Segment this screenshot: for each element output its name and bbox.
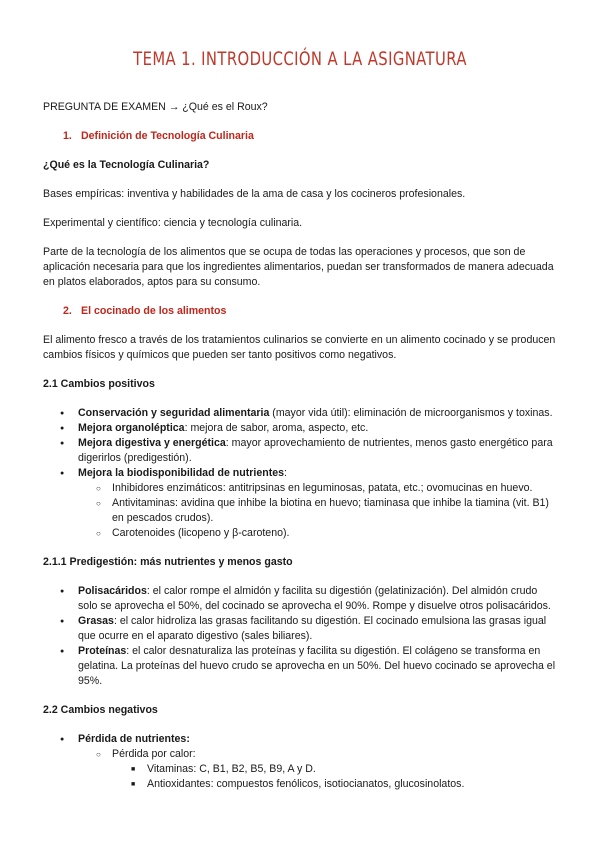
list-item: ■ Vitaminas: C, B1, B2, B5, B9, A y D. xyxy=(112,762,558,777)
list-item: ■ Antioxidantes: compuestos fenólicos, isotiocianatos, glucosinolatos. xyxy=(112,777,558,792)
list-item: ● Mejora digestiva y energética: mayor aprovechamiento de nutrientes, menos gasto energético para digerirlos (predigestión). xyxy=(43,436,558,466)
list-biodisponibilidad xyxy=(78,481,558,541)
page-title: TEMA 1. INTRODUCCIÓN A LA ASIGNATURA xyxy=(133,48,467,70)
list-item: ○ Antivitaminas: avidina que inhibe la biotina en huevo; tiaminasa que inhibe la tiamina (vit. B1) en pescados crudos). xyxy=(78,496,558,526)
exam-question: PREGUNTA DE EXAMEN → ¿Qué es el Roux? xyxy=(43,101,268,113)
subheading-2-2: 2.2 Cambios negativos xyxy=(43,704,158,716)
list-item: ● Polisacáridos: el calor rompe el almidón y facilita su digestión (gelatinización). Del almidón crudo solo se aprovecha el 50%, del cocinado se aprovecha el 90%. Rompe y disuelve otros polisacáridos. xyxy=(43,584,558,614)
list-item: ○ Carotenoides (licopeno y β-caroteno). xyxy=(78,526,558,541)
list-item: ● Mejora la biodisponibilidad de nutrientes: ○ Inhibidores enzimáticos: antitripsinas en leguminosas, patata, etc.; ovomucinas en huevo. ○ Antivitaminas: avidina que inhibe la biotina en huevo; tiaminasa que inhibe la tiamina (vit. B1) en pescados crudos). ○ Carotenoides (licopeno y β-caroteno). xyxy=(43,466,558,541)
section-heading-2: 2. El cocinado de los alimentos xyxy=(63,305,227,317)
list-item: ● Conservación y seguridad alimentaria (mayor vida útil): eliminación de microorganismos y toxinas. xyxy=(43,406,558,421)
list-predigestion xyxy=(43,584,558,689)
paragraph-4: El alimento fresco a través de los tratamientos culinarios se convierte en un alimento cocinado y se producen cambios físicos y químicos que pueden ser tanto positivos como negativos. xyxy=(43,334,556,361)
paragraph-2: Experimental y científico: ciencia y tecnología culinaria. xyxy=(43,217,303,229)
question-heading: ¿Qué es la Tecnología Culinaria? xyxy=(43,159,210,171)
section-heading-1: 1. Definición de Tecnología Culinaria xyxy=(63,130,254,142)
paragraph-1: Bases empíricas: inventiva y habilidades de la ama de casa y los cocineros profesionales. xyxy=(43,188,466,200)
list-item: ○ Inhibidores enzimáticos: antitripsinas en leguminosas, patata, etc.; ovomucinas en huevo. xyxy=(78,481,558,496)
document-body xyxy=(43,100,558,792)
list-item: ● Proteínas: el calor desnaturaliza las proteínas y facilita su digestión. El colágeno se transforma en gelatina. La proteínas del huevo crudo se aprovecha en un 50%. Del huevo cocinado se aprovecha el 95%. xyxy=(43,644,558,689)
list-item: ● Mejora organoléptica: mejora de sabor, aroma, aspecto, etc. xyxy=(43,421,558,436)
list-item: ● Pérdida de nutrientes: ○ Pérdida por calor: ■ Vitaminas: C, B1, B2, B5, B9, A y D. ■ Antioxidantes: compuestos fenólicos, isotiocianatos, glucosinolatos. xyxy=(43,732,558,792)
list-cambios-negativos xyxy=(43,732,558,792)
paragraph-3: Parte de la tecnología de los alimentos que se ocupa de todas las operaciones y procesos, que son de aplicación necesaria para que los ingredientes alimentarios, puedan ser transformados de manera adecuada en platos elaborados, aptos para su consumo. xyxy=(43,246,554,288)
list-item: ● Grasas: el calor hidroliza las grasas facilitando su digestión. El cocinado emulsiona las grasas igual que ocurre en el aparato digestivo (sales biliares). xyxy=(43,614,558,644)
subheading-2-1-1: 2.1.1 Predigestión: más nutrientes y menos gasto xyxy=(43,556,293,568)
list-cambios-positivos xyxy=(43,406,558,541)
list-item: ○ Pérdida por calor: ■ Vitaminas: C, B1, B2, B5, B9, A y D. ■ Antioxidantes: compuestos fenólicos, isotiocianatos, glucosinolatos. xyxy=(78,747,558,792)
subheading-2-1: 2.1 Cambios positivos xyxy=(43,378,155,390)
